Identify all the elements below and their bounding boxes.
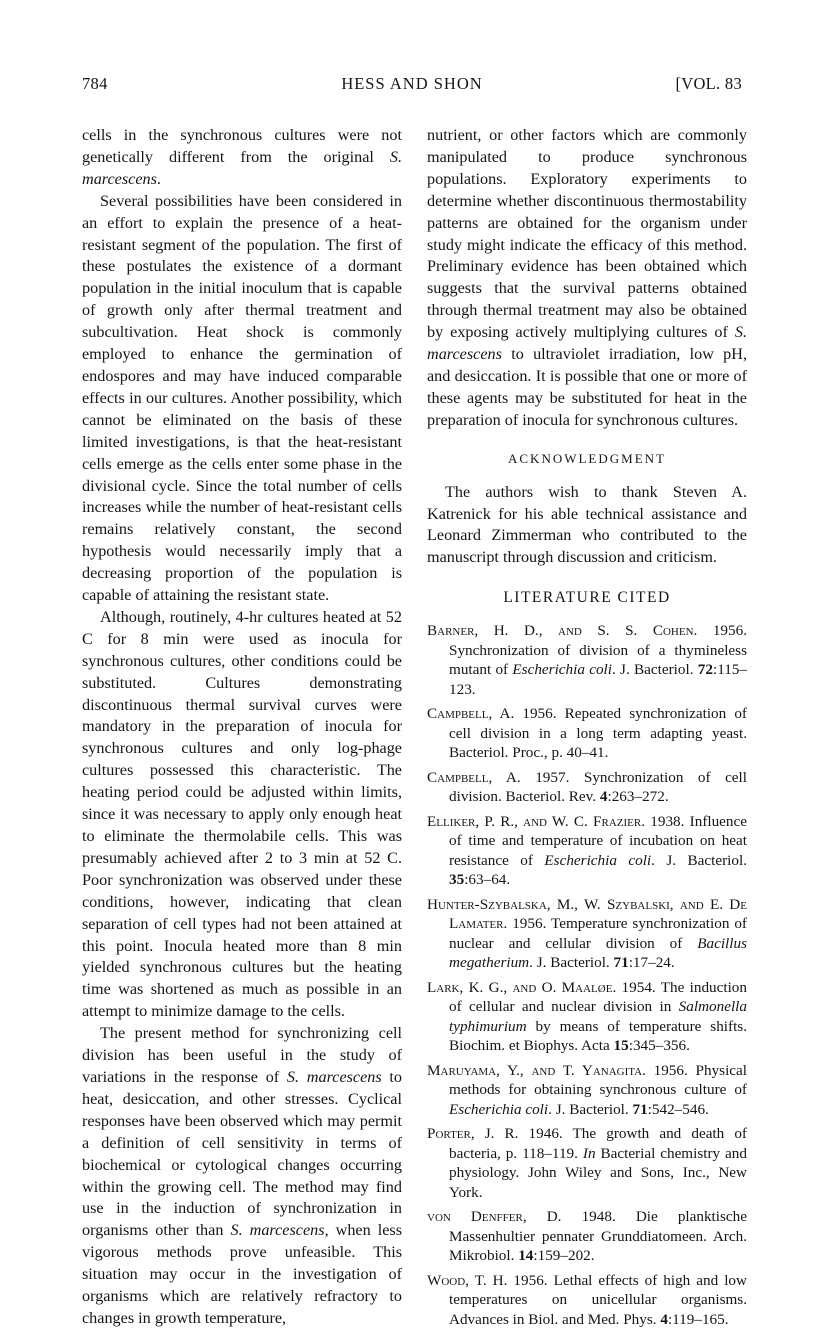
reference-post: . J. Bacteriol. [529, 954, 614, 972]
reference-post: . J. Bacteriol. [611, 661, 698, 679]
reference-pages: :345–356. [628, 1037, 690, 1055]
reference-pages: :115–123. [449, 661, 747, 698]
reference-authors: Campbell, A. [427, 768, 521, 786]
reference-authors: Wood, T. H. [427, 1271, 508, 1289]
reference-pre: 1954. The induction of cellular and nuclear division in [449, 978, 747, 1016]
reference-post: . J. Bacteriol. [651, 851, 747, 869]
reference-authors: Campbell, A. [427, 705, 515, 723]
reference-ital: Escherichia coli [449, 1100, 549, 1118]
reference-pre: 1957. Synchronization of cell division. Bacteriol. Rev. [449, 768, 747, 806]
literature-cited-heading: LITERATURE CITED [503, 589, 671, 607]
reference-vol: 4 [660, 1310, 668, 1328]
reference-pre: 1956. Temperature synchronization of nuclear and cellular division of [449, 915, 747, 952]
acknowledgment-heading: ACKNOWLEDGMENT [508, 450, 666, 466]
page-number: 784 [82, 74, 108, 93]
reference-entry [427, 621, 747, 699]
reference-authors: Porter, J. R. [427, 1125, 519, 1143]
reference-pre: 1956. Synchronization of division of a thymineless mutant of [449, 622, 747, 679]
reference-pages: :17–24. [628, 954, 675, 972]
paragraph-heat-resistant-hypotheses: Several possibilities have been considered in an effort to explain the presence of a heat-resistant segment of the population. The first of these postulates the existence of a dormant population in the initial inoculum that is capable of growth only after thermal treatment and subcultivation. Heat shock is commonly employed to enhance the germination of endospores and may have induced comparable effects in our cultures. Another possibility, which cannot be eliminated on the basis of these limited investigations, is that the heat-resistant cells emerge as the cells enter some phase in the divisional cycle. Since the total number of cells increases while the number of heat-resistant cells remains relatively constant, the second hypothesis would necessarily imply that a decreasing proportion of the population is capable of attaining the resistant state. [82, 191, 402, 605]
reference-entry [427, 895, 747, 973]
reference-list [427, 621, 747, 1329]
reference-ital: In [582, 1144, 596, 1162]
reference-entry [427, 1207, 747, 1266]
reference-pages: :119–165. [667, 1310, 729, 1328]
reference-pre: 1946. The growth and death of bacteria, p. 118–119. [449, 1125, 747, 1162]
reference-ital: Escherichia coli [512, 661, 612, 679]
reference-pre: 1956. Repeated synchronization of cell division in a long term adapting yeast. Bacteriol. Proc., p. 40–41. [449, 705, 747, 762]
reference-pre: 1948. Die planktische Massenhultier pennater Grunddiatomeen. Arch. Mikrobiol. [449, 1208, 747, 1265]
reference-entry [427, 1124, 747, 1202]
reference-pages: :263–272. [607, 788, 669, 806]
reference-vol: 71 [632, 1100, 648, 1118]
reference-vol: 14 [518, 1247, 534, 1265]
reference-authors: Elliker, P. R., and W. C. Frazier. [427, 812, 646, 830]
reference-authors: Barner, H. D., and S. S. Cohen. [427, 622, 698, 640]
reference-vol: 72 [697, 661, 713, 679]
reference-pre: 1956. Lethal effects of high and low temperatures on unicellular organisms. Advances in Biol. and Med. Phys. [449, 1271, 747, 1328]
reference-vol: 4 [599, 788, 608, 806]
reference-post: . J. Bacteriol. [548, 1100, 633, 1118]
running-title: HESS AND SHON [341, 74, 483, 93]
reference-entry [427, 1271, 747, 1330]
reference-ital: Salmonella typhimurium [449, 998, 747, 1035]
reference-vol: 15 [613, 1037, 629, 1055]
left-column [82, 125, 402, 1330]
reference-vol: 35 [449, 871, 465, 889]
paragraph-other-factors: nutrient, or other factors which are commonly manipulated to produce synchronous populations. Exploratory experiments to determine whether discontinuous thermostability patterns are obtained for the organism under study might indicate the efficacy of this method. Preliminary evidence has been obtained which suggests that the survival patterns obtained through thermal treatment may also be obtained by exposing actively multiplying cultures of S. marcescens to ultraviolet irradiation, low pH, and desiccation. It is possible that one or more of these agents may be substituted for heat in the preparation of inocula for synchronous cultures. [427, 126, 747, 429]
reference-pre: 1938. Influence of time and temperature of incubation on heat resistance of [449, 812, 748, 869]
reference-entry [427, 978, 747, 1056]
reference-pages: :63–64. [464, 871, 511, 889]
paragraph-genetic-identity: cells in the synchronous cultures were not genetically different from the original S. marcescens. [82, 126, 402, 188]
reference-post: by means of temperature shifts. Biochim. et Biophys. Acta [449, 1017, 747, 1055]
reference-authors: von Denffer, D. [427, 1208, 562, 1226]
reference-pages: :159–202. [533, 1247, 595, 1265]
reference-entry [427, 704, 747, 763]
reference-entry [427, 1061, 747, 1120]
reference-authors: Lark, K. G., and O. Maaløe. [427, 978, 617, 996]
reference-pages: :542–546. [647, 1100, 709, 1118]
reference-vol: 71 [613, 954, 629, 972]
reference-authors: Hunter-Szybalska, M., W. Szybalski, and E. De Lamater. [427, 895, 747, 933]
reference-ital: Escherichia coli [544, 851, 652, 869]
reference-authors: Maruyama, Y., and T. Yanagita. [427, 1061, 646, 1079]
reference-pre: 1956. Physical methods for obtaining synchronous culture of [449, 1061, 748, 1099]
running-header [82, 74, 742, 98]
reference-entry [427, 768, 747, 807]
paragraph-method-usefulness: The present method for synchronizing cell division has been useful in the study of variations in the response of S. marcescens to heat, desiccation, and other stresses. Cyclical responses have been observed which may permit a definition of cell sensitivity in terms of biochemical or cytological changes occurring within the growing cell. The method may find use in the induction of synchronization in organisms other than S. marcescens, when less vigorous methods prove unfeasible. This situation may occur in the investigation of organisms which are relatively refractory to changes in growth temperature, [82, 1024, 403, 1327]
volume-label: [VOL. 83 [675, 74, 742, 93]
paragraph-inocula-conditions: Although, routinely, 4-hr cultures heated at 52 C for 8 min were used as inocula for synchronous cultures, other conditions could be substituted. Cultures demonstrating discontinuous thermal survival curves were mandatory in the preparation of inocula for synchronous cultures and only log-phage cultures possessed this characteristic. The heating period could be adjusted within limits, since it was necessary to apply only enough heat to eliminate the thermolabile cells. This was presumably achieved after 2 to 3 min at 52 C. Poor synchronization was observed under these conditions, however, indicating that clean separation of cell types had not been attained at this point. Inocula heated more than 8 min yielded synchronous cultures but the heating time was shortened as much as possible in an attempt to minimize damage to the cells. [82, 607, 402, 1021]
reference-ital: Bacillus megatherium [449, 934, 747, 972]
reference-post: Bacterial chemistry and physiology. John Wiley and Sons, Inc., New York. [449, 1144, 747, 1201]
right-column [427, 125, 747, 1334]
reference-entry [427, 812, 747, 890]
acknowledgment-text: The authors wish to thank Steven A. Katrenick for his able technical assistance and Leonard Zimmerman who contributed to the manuscript through discussion and criticism. [427, 482, 747, 567]
